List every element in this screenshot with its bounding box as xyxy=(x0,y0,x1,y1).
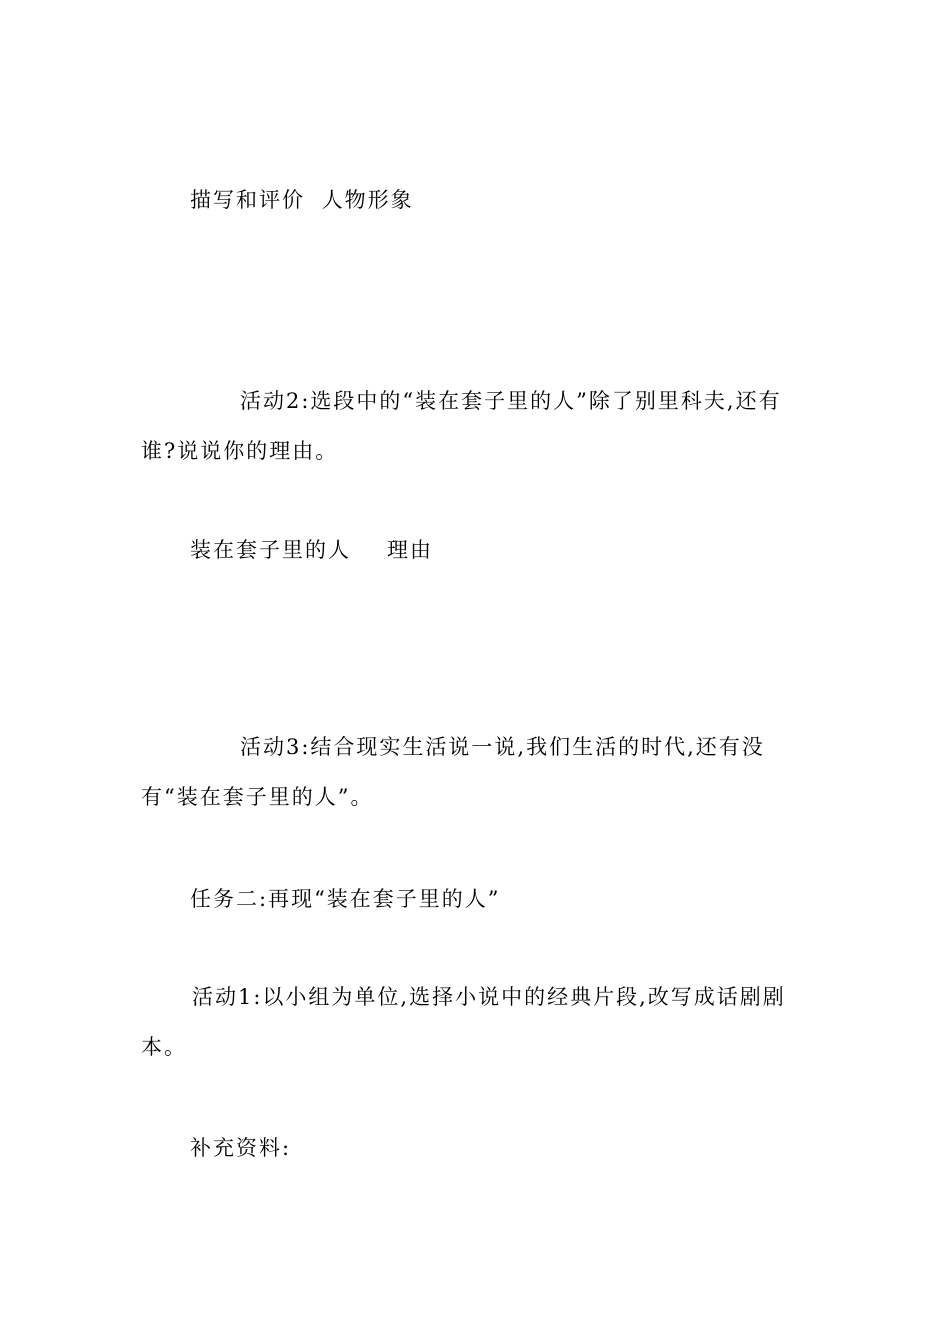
text-character-image: 人物形象 xyxy=(321,188,414,212)
paragraph-activity-1: 活动1:以小组为单位,选择小说中的经典片段,改写成话剧剧本。 xyxy=(141,985,786,1059)
heading-task-2: 任务二:再现“装在套子里的人” xyxy=(190,887,501,911)
column-person-in-case: 装在套子里的人 xyxy=(190,538,351,562)
paragraph-activity-3: 活动3:结合现实生活说一说,我们生活的时代,还有没有“装在套子里的人”。 xyxy=(141,735,765,809)
column-reason: 理由 xyxy=(387,538,433,562)
paragraph-activity-2: 活动2:选段中的“装在套子里的人”除了别里科夫,还有谁?说说你的理由。 xyxy=(141,389,782,463)
text-description-evaluation: 描写和评价 xyxy=(190,188,305,212)
heading-supplementary-material: 补充资料: xyxy=(190,1136,292,1160)
heading-description-evaluation xyxy=(190,186,414,214)
table-header-row xyxy=(190,536,433,564)
